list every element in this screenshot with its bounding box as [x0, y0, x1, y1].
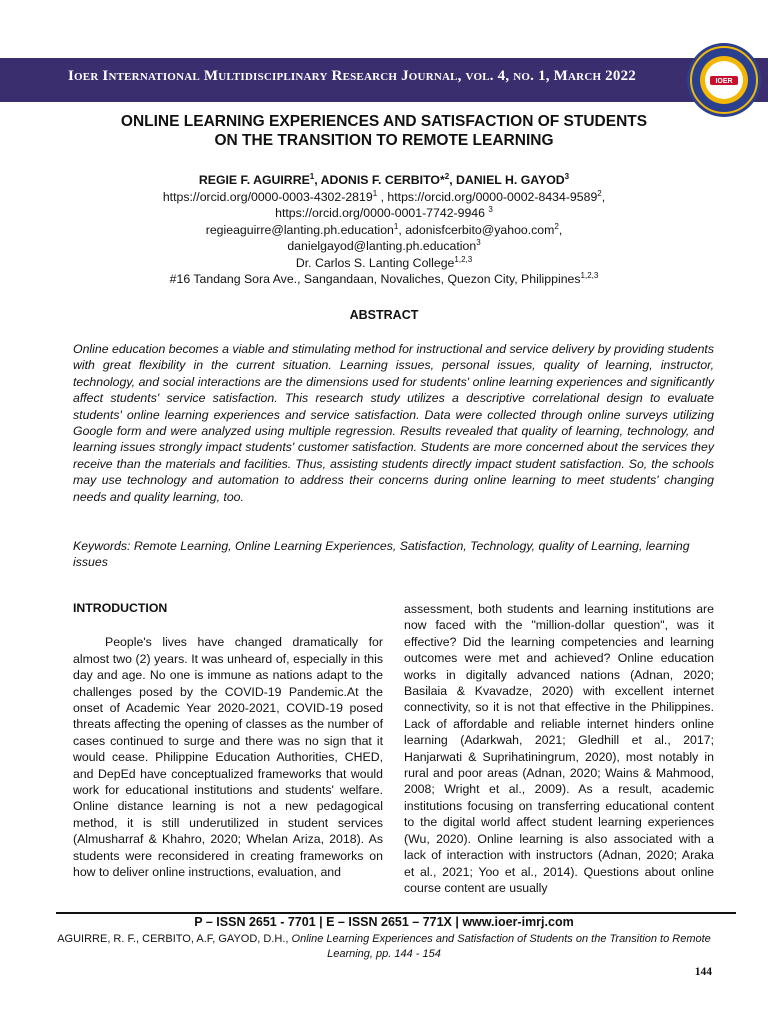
- footer-rule: [56, 912, 736, 914]
- footer-issn: P – ISSN 2651 - 7701 | E – ISSN 2651 – 771X | www.ioer-imrj.com: [194, 915, 574, 929]
- author-block: [40, 172, 728, 288]
- introduction-heading: INTRODUCTION: [73, 601, 168, 615]
- author-3-sup: 3: [564, 171, 570, 181]
- abstract-heading: ABSTRACT: [349, 308, 419, 322]
- orcid-link-2[interactable]: , https://orcid.org/0000-0002-8434-9589: [377, 189, 598, 204]
- column-left: [73, 600, 383, 881]
- citation-title: Online Learning Experiences and Satisfaction of Students on the Transition to Remote Learning, pp. 144 - 154: [291, 933, 711, 960]
- email-2-sup: 2: [554, 221, 559, 231]
- address-line: [40, 271, 728, 288]
- email-2[interactable]: , adonisfcerbito@yahoo.com: [398, 222, 555, 237]
- orcid-link-3[interactable]: https://orcid.org/0000-0001-7742-9946: [275, 206, 485, 220]
- author-1: REGIE F. AGUIRRE: [198, 173, 310, 187]
- orcid-link-1[interactable]: https://orcid.org/0000-0003-4302-2819: [162, 189, 373, 204]
- journal-title: Ioer International Multidisciplinary Research Journal, vol. 4, no. 1, March 2022: [68, 68, 636, 84]
- ioer-seal-logo: [686, 42, 762, 118]
- email-line-2: [40, 238, 728, 255]
- email-1-sup: 1: [393, 221, 399, 231]
- email-line-1-end: ,: [558, 222, 563, 237]
- author-2-sup: 2: [444, 171, 450, 181]
- college-sup: 1,2,3: [454, 254, 473, 264]
- orcid-line-1-end: ,: [601, 189, 606, 204]
- email-line-1: [40, 222, 728, 239]
- orcid-line-2: [40, 205, 728, 222]
- email-1[interactable]: regieaguirre@lanting.ph.education: [205, 222, 394, 237]
- keywords: Keywords: Remote Learning, Online Learning Experiences, Satisfaction, Technology, quality of Learning, learning issues: [73, 539, 690, 570]
- column-right: [404, 601, 714, 896]
- footer-citation: [40, 932, 728, 962]
- college-address: #16 Tandang Sora Ave., Sangandaan, Novaliches, Quezon City, Philippines: [169, 272, 581, 286]
- citation-authors: AGUIRRE, R. F., CERBITO, A.F, GAYOD, D.H.,: [57, 933, 292, 945]
- title-line-1: ONLINE LEARNING EXPERIENCES AND SATISFACTION OF STUDENTS: [120, 113, 648, 130]
- college-name: Dr. Carlos S. Lanting College: [295, 255, 455, 270]
- orcid-line-1: [40, 189, 728, 206]
- author-1-sup: 1: [309, 171, 315, 181]
- email-3[interactable]: danielgayod@lanting.ph.education: [287, 239, 477, 253]
- abstract-text: Online education becomes a viable and stimulating method for instructional and service delivery by providing students with great flexibility in the current situation. Learning issues, personal issues, quality of learning, instructor, technology, and social interactions are the dimensions used for students' online learning experiences and significantly affect students' service satisfaction. This research study utilizes a descriptive correlational design to evaluate students' online learning experiences and service satisfaction. Data were collected through online surveys utilizing Google form and were analyzed using multiple regression. Results revealed that quality of learning, technology, and learning issues strongly impact students' customer satisfaction. Students are more concerned about the services they receive than the materials and facilities. Thus, assisting students directly impact student satisfaction. So, the schools may use technology and automation to address their concerns during online learning to meet students' changing needs and quality learning, too.: [73, 342, 714, 504]
- orcid-3-sup: 3: [488, 204, 493, 214]
- article-title: [40, 112, 728, 150]
- author-2: , ADONIS F. CERBITO*: [314, 173, 445, 187]
- title-line-2: ON THE TRANSITION TO REMOTE LEARNING: [214, 132, 554, 149]
- email-3-sup: 3: [476, 237, 481, 247]
- orcid-2-sup: 2: [597, 188, 602, 198]
- college-line: [40, 255, 728, 272]
- author-3: , DANIEL H. GAYOD: [449, 173, 565, 187]
- address-sup: 1,2,3: [580, 270, 599, 280]
- introduction-paragraph-right: assessment, both students and learning institutions are now faced with the "million-dollar question", was it effective? Did the learning competencies and learning outcomes were met and achieved? Online education works in digitally advanced nations (Adnan, 2020; Basilaia & Kvavadze, 2020) with excellent internet connectivity, so it is not that effective in the Philippines. Lack of affordable and reliable internet hinders online learning (Adarkwah, 2021; Gledhill et al., 2017; Hanjarwati & Suprihatiningrum, 2020), most notably in rural and poor areas (Adnan, 2020; Wains & Mahmood, 2008; Wright et al., 2009). As a result, academic institutions focusing on transferring educational content to the digital world affect student learning experiences (Wu, 2020). Online learning is also associated with a lack of interaction with instructors (Adnan, 2020; Araka et al., 2021; Yoo et al., 2014). Questions about online course content are usually: [404, 602, 714, 895]
- page-number: 144: [694, 966, 712, 978]
- orcid-1-sup: 1: [372, 188, 378, 198]
- introduction-paragraph-left: People's lives have changed dramatically for almost two (2) years. It was unheard of, especially in this day and age. No one is immune as nations adapt to the challenges posed by the COVID-19 Pandemic.At the onset of Academic Year 2020-2021, COVID-19 posed threats affecting the opening of classes as the number of cases continued to surge and there was no sign that it would cease. Philippine Education Authorities, CHED, and DepEd have conceptualized frameworks that would work for educational institutions and students' welfare. Online distance learning is not a new pedagogical method, it is still underutilized in student services (Almusharraf & Khahro, 2020; Whelan Ariza, 2018). As students were reconsidered in creating frameworks on how to deliver online instructions, evaluation, and: [73, 635, 383, 880]
- svg-text:IOER: IOER: [715, 78, 733, 85]
- author-names: [40, 172, 728, 189]
